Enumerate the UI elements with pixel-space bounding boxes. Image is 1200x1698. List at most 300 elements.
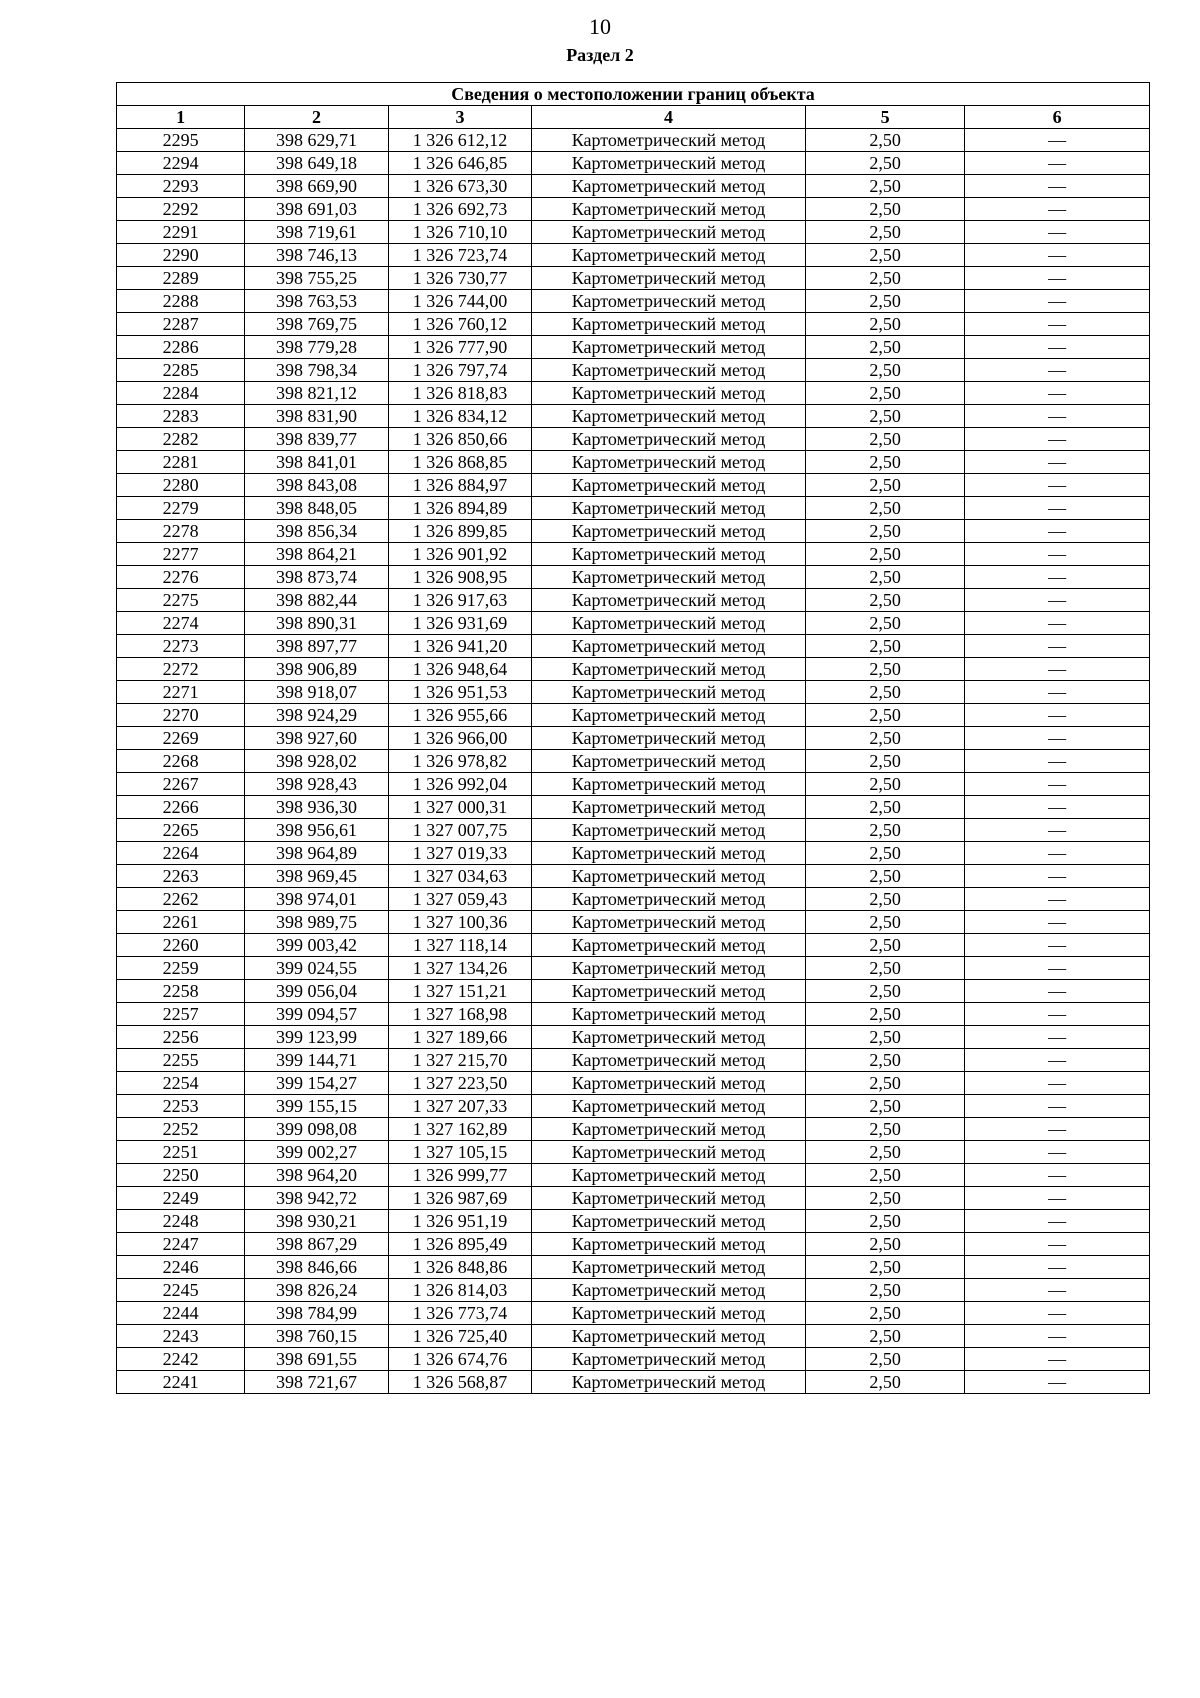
method-cell: Картометрический метод [532, 129, 806, 152]
boundary-coordinates-table [116, 82, 1150, 1394]
x-coordinate-cell: 398 964,20 [245, 1164, 388, 1187]
accuracy-cell: 2,50 [805, 842, 964, 865]
accuracy-cell: 2,50 [805, 865, 964, 888]
method-cell: Картометрический метод [532, 313, 806, 336]
description-cell: — [965, 428, 1150, 451]
x-coordinate-cell: 399 056,04 [245, 980, 388, 1003]
x-coordinate-cell: 398 719,61 [245, 221, 388, 244]
table-row [117, 1256, 1150, 1279]
point-number-cell: 2253 [117, 1095, 245, 1118]
accuracy-cell: 2,50 [805, 267, 964, 290]
method-cell: Картометрический метод [532, 681, 806, 704]
point-number-cell: 2242 [117, 1348, 245, 1371]
description-cell: — [965, 727, 1150, 750]
accuracy-cell: 2,50 [805, 1279, 964, 1302]
method-cell: Картометрический метод [532, 1233, 806, 1256]
y-coordinate-cell: 1 327 105,15 [388, 1141, 531, 1164]
method-cell: Картометрический метод [532, 1072, 806, 1095]
point-number-cell: 2279 [117, 497, 245, 520]
x-coordinate-cell: 398 974,01 [245, 888, 388, 911]
description-cell: — [965, 635, 1150, 658]
x-coordinate-cell: 399 098,08 [245, 1118, 388, 1141]
point-number-cell: 2260 [117, 934, 245, 957]
y-coordinate-cell: 1 326 917,63 [388, 589, 531, 612]
y-coordinate-cell: 1 326 931,69 [388, 612, 531, 635]
method-cell: Картометрический метод [532, 1003, 806, 1026]
y-coordinate-cell: 1 326 777,90 [388, 336, 531, 359]
accuracy-cell: 2,50 [805, 1141, 964, 1164]
x-coordinate-cell: 398 873,74 [245, 566, 388, 589]
method-cell: Картометрический метод [532, 911, 806, 934]
x-coordinate-cell: 398 928,43 [245, 773, 388, 796]
x-coordinate-cell: 399 094,57 [245, 1003, 388, 1026]
accuracy-cell: 2,50 [805, 1118, 964, 1141]
method-cell: Картометрический метод [532, 589, 806, 612]
description-cell: — [965, 221, 1150, 244]
x-coordinate-cell: 398 930,21 [245, 1210, 388, 1233]
table-row [117, 1141, 1150, 1164]
x-coordinate-cell: 399 155,15 [245, 1095, 388, 1118]
accuracy-cell: 2,50 [805, 612, 964, 635]
method-cell: Картометрический метод [532, 865, 806, 888]
table-row [117, 198, 1150, 221]
method-cell: Картометрический метод [532, 1049, 806, 1072]
table-row [117, 1072, 1150, 1095]
description-cell: — [965, 382, 1150, 405]
point-number-cell: 2289 [117, 267, 245, 290]
table-row [117, 1348, 1150, 1371]
description-cell: — [965, 1256, 1150, 1279]
table-row [117, 1210, 1150, 1233]
y-coordinate-cell: 1 327 134,26 [388, 957, 531, 980]
x-coordinate-cell: 398 936,30 [245, 796, 388, 819]
accuracy-cell: 2,50 [805, 1187, 964, 1210]
method-cell: Картометрический метод [532, 428, 806, 451]
point-number-cell: 2284 [117, 382, 245, 405]
point-number-cell: 2276 [117, 566, 245, 589]
method-cell: Картометрический метод [532, 566, 806, 589]
table-row [117, 267, 1150, 290]
table-row [117, 1371, 1150, 1394]
description-cell: — [965, 1095, 1150, 1118]
x-coordinate-cell: 398 831,90 [245, 405, 388, 428]
y-coordinate-cell: 1 326 884,97 [388, 474, 531, 497]
point-number-cell: 2247 [117, 1233, 245, 1256]
accuracy-cell: 2,50 [805, 152, 964, 175]
table-row [117, 1164, 1150, 1187]
description-cell: — [965, 1187, 1150, 1210]
point-number-cell: 2291 [117, 221, 245, 244]
y-coordinate-cell: 1 327 000,31 [388, 796, 531, 819]
method-cell: Картометрический метод [532, 175, 806, 198]
description-cell: — [965, 290, 1150, 313]
point-number-cell: 2273 [117, 635, 245, 658]
method-cell: Картометрический метод [532, 1325, 806, 1348]
point-number-cell: 2271 [117, 681, 245, 704]
y-coordinate-cell: 1 326 948,64 [388, 658, 531, 681]
point-number-cell: 2265 [117, 819, 245, 842]
method-cell: Картометрический метод [532, 359, 806, 382]
accuracy-cell: 2,50 [805, 382, 964, 405]
point-number-cell: 2248 [117, 1210, 245, 1233]
table-row [117, 842, 1150, 865]
y-coordinate-cell: 1 326 710,10 [388, 221, 531, 244]
method-cell: Картометрический метод [532, 405, 806, 428]
point-number-cell: 2241 [117, 1371, 245, 1394]
point-number-cell: 2274 [117, 612, 245, 635]
point-number-cell: 2259 [117, 957, 245, 980]
column-header: 3 [388, 106, 531, 129]
method-cell: Картометрический метод [532, 1026, 806, 1049]
table-row [117, 704, 1150, 727]
x-coordinate-cell: 398 649,18 [245, 152, 388, 175]
point-number-cell: 2255 [117, 1049, 245, 1072]
table-row [117, 129, 1150, 152]
point-number-cell: 2294 [117, 152, 245, 175]
y-coordinate-cell: 1 327 168,98 [388, 1003, 531, 1026]
accuracy-cell: 2,50 [805, 129, 964, 152]
table-row [117, 888, 1150, 911]
table-row [117, 382, 1150, 405]
point-number-cell: 2293 [117, 175, 245, 198]
description-cell: — [965, 175, 1150, 198]
description-cell: — [965, 1325, 1150, 1348]
accuracy-cell: 2,50 [805, 198, 964, 221]
method-cell: Картометрический метод [532, 727, 806, 750]
description-cell: — [965, 198, 1150, 221]
y-coordinate-cell: 1 326 692,73 [388, 198, 531, 221]
point-number-cell: 2292 [117, 198, 245, 221]
table-row [117, 497, 1150, 520]
point-number-cell: 2282 [117, 428, 245, 451]
accuracy-cell: 2,50 [805, 796, 964, 819]
y-coordinate-cell: 1 326 797,74 [388, 359, 531, 382]
description-cell: — [965, 1003, 1150, 1026]
x-coordinate-cell: 399 123,99 [245, 1026, 388, 1049]
table-row [117, 865, 1150, 888]
point-number-cell: 2256 [117, 1026, 245, 1049]
description-cell: — [965, 1210, 1150, 1233]
table-row [117, 612, 1150, 635]
description-cell: — [965, 313, 1150, 336]
description-cell: — [965, 704, 1150, 727]
description-cell: — [965, 566, 1150, 589]
y-coordinate-cell: 1 326 901,92 [388, 543, 531, 566]
description-cell: — [965, 750, 1150, 773]
method-cell: Картометрический метод [532, 1256, 806, 1279]
table-row [117, 819, 1150, 842]
x-coordinate-cell: 398 779,28 [245, 336, 388, 359]
table-row [117, 405, 1150, 428]
point-number-cell: 2263 [117, 865, 245, 888]
description-cell: — [965, 1118, 1150, 1141]
accuracy-cell: 2,50 [805, 1256, 964, 1279]
table-row [117, 681, 1150, 704]
description-cell: — [965, 773, 1150, 796]
description-cell: — [965, 1164, 1150, 1187]
x-coordinate-cell: 398 848,05 [245, 497, 388, 520]
table-row [117, 543, 1150, 566]
method-cell: Картометрический метод [532, 244, 806, 267]
x-coordinate-cell: 398 989,75 [245, 911, 388, 934]
description-cell: — [965, 658, 1150, 681]
accuracy-cell: 2,50 [805, 1210, 964, 1233]
y-coordinate-cell: 1 326 646,85 [388, 152, 531, 175]
description-cell: — [965, 244, 1150, 267]
y-coordinate-cell: 1 326 895,49 [388, 1233, 531, 1256]
table-row [117, 336, 1150, 359]
description-cell: — [965, 1348, 1150, 1371]
y-coordinate-cell: 1 326 814,03 [388, 1279, 531, 1302]
point-number-cell: 2288 [117, 290, 245, 313]
y-coordinate-cell: 1 326 894,89 [388, 497, 531, 520]
x-coordinate-cell: 399 002,27 [245, 1141, 388, 1164]
accuracy-cell: 2,50 [805, 1164, 964, 1187]
y-coordinate-cell: 1 326 941,20 [388, 635, 531, 658]
table-row [117, 1118, 1150, 1141]
table-row [117, 451, 1150, 474]
method-cell: Картометрический метод [532, 290, 806, 313]
x-coordinate-cell: 398 669,90 [245, 175, 388, 198]
y-coordinate-cell: 1 326 773,74 [388, 1302, 531, 1325]
column-header: 2 [245, 106, 388, 129]
accuracy-cell: 2,50 [805, 750, 964, 773]
accuracy-cell: 2,50 [805, 1049, 964, 1072]
table-row [117, 221, 1150, 244]
table-row [117, 980, 1150, 1003]
x-coordinate-cell: 398 843,08 [245, 474, 388, 497]
table-row [117, 727, 1150, 750]
table-row [117, 313, 1150, 336]
x-coordinate-cell: 398 691,55 [245, 1348, 388, 1371]
method-cell: Картометрический метод [532, 474, 806, 497]
method-cell: Картометрический метод [532, 520, 806, 543]
y-coordinate-cell: 1 326 674,76 [388, 1348, 531, 1371]
point-number-cell: 2243 [117, 1325, 245, 1348]
y-coordinate-cell: 1 326 612,12 [388, 129, 531, 152]
point-number-cell: 2275 [117, 589, 245, 612]
section-title: Раздел 2 [566, 45, 634, 65]
x-coordinate-cell: 399 144,71 [245, 1049, 388, 1072]
accuracy-cell: 2,50 [805, 474, 964, 497]
description-cell: — [965, 1141, 1150, 1164]
y-coordinate-cell: 1 326 978,82 [388, 750, 531, 773]
point-number-cell: 2252 [117, 1118, 245, 1141]
method-cell: Картометрический метод [532, 497, 806, 520]
page-number: 10 [589, 14, 611, 39]
method-cell: Картометрический метод [532, 451, 806, 474]
x-coordinate-cell: 398 763,53 [245, 290, 388, 313]
y-coordinate-cell: 1 326 868,85 [388, 451, 531, 474]
accuracy-cell: 2,50 [805, 1072, 964, 1095]
method-cell: Картометрический метод [532, 1164, 806, 1187]
accuracy-cell: 2,50 [805, 658, 964, 681]
method-cell: Картометрический метод [532, 635, 806, 658]
x-coordinate-cell: 398 760,15 [245, 1325, 388, 1348]
table-row [117, 1233, 1150, 1256]
table-body [117, 129, 1150, 1394]
method-cell: Картометрический метод [532, 819, 806, 842]
description-cell: — [965, 842, 1150, 865]
description-cell: — [965, 1371, 1150, 1394]
accuracy-cell: 2,50 [805, 681, 964, 704]
point-number-cell: 2266 [117, 796, 245, 819]
table-row [117, 635, 1150, 658]
method-cell: Картометрический метод [532, 1187, 806, 1210]
method-cell: Картометрический метод [532, 612, 806, 635]
table-row [117, 1049, 1150, 1072]
table-row [117, 1279, 1150, 1302]
accuracy-cell: 2,50 [805, 336, 964, 359]
method-cell: Картометрический метод [532, 336, 806, 359]
description-cell: — [965, 681, 1150, 704]
x-coordinate-cell: 398 691,03 [245, 198, 388, 221]
accuracy-cell: 2,50 [805, 451, 964, 474]
y-coordinate-cell: 1 326 992,04 [388, 773, 531, 796]
x-coordinate-cell: 399 003,42 [245, 934, 388, 957]
point-number-cell: 2267 [117, 773, 245, 796]
description-cell: — [965, 612, 1150, 635]
accuracy-cell: 2,50 [805, 934, 964, 957]
y-coordinate-cell: 1 327 019,33 [388, 842, 531, 865]
table-row [117, 934, 1150, 957]
y-coordinate-cell: 1 326 818,83 [388, 382, 531, 405]
y-coordinate-cell: 1 326 834,12 [388, 405, 531, 428]
point-number-cell: 2269 [117, 727, 245, 750]
x-coordinate-cell: 398 826,24 [245, 1279, 388, 1302]
method-cell: Картометрический метод [532, 658, 806, 681]
description-cell: — [965, 1302, 1150, 1325]
description-cell: — [965, 796, 1150, 819]
method-cell: Картометрический метод [532, 957, 806, 980]
description-cell: — [965, 957, 1150, 980]
point-number-cell: 2258 [117, 980, 245, 1003]
point-number-cell: 2272 [117, 658, 245, 681]
description-cell: — [965, 359, 1150, 382]
method-cell: Картометрический метод [532, 888, 806, 911]
table-row [117, 290, 1150, 313]
table-row [117, 1302, 1150, 1325]
point-number-cell: 2287 [117, 313, 245, 336]
description-cell: — [965, 1026, 1150, 1049]
x-coordinate-cell: 398 890,31 [245, 612, 388, 635]
x-coordinate-cell: 398 882,44 [245, 589, 388, 612]
x-coordinate-cell: 398 918,07 [245, 681, 388, 704]
point-number-cell: 2245 [117, 1279, 245, 1302]
y-coordinate-cell: 1 326 723,74 [388, 244, 531, 267]
accuracy-cell: 2,50 [805, 290, 964, 313]
table-row [117, 1095, 1150, 1118]
accuracy-cell: 2,50 [805, 520, 964, 543]
table-row [117, 359, 1150, 382]
accuracy-cell: 2,50 [805, 497, 964, 520]
table-row [117, 1003, 1150, 1026]
description-cell: — [965, 819, 1150, 842]
x-coordinate-cell: 399 024,55 [245, 957, 388, 980]
description-cell: — [965, 1279, 1150, 1302]
y-coordinate-cell: 1 326 725,40 [388, 1325, 531, 1348]
description-cell: — [965, 865, 1150, 888]
point-number-cell: 2262 [117, 888, 245, 911]
y-coordinate-cell: 1 326 730,77 [388, 267, 531, 290]
y-coordinate-cell: 1 326 760,12 [388, 313, 531, 336]
point-number-cell: 2246 [117, 1256, 245, 1279]
method-cell: Картометрический метод [532, 543, 806, 566]
point-number-cell: 2290 [117, 244, 245, 267]
x-coordinate-cell: 398 839,77 [245, 428, 388, 451]
y-coordinate-cell: 1 327 059,43 [388, 888, 531, 911]
accuracy-cell: 2,50 [805, 1371, 964, 1394]
method-cell: Картометрический метод [532, 1118, 806, 1141]
description-cell: — [965, 980, 1150, 1003]
y-coordinate-cell: 1 326 848,86 [388, 1256, 531, 1279]
table-row [117, 566, 1150, 589]
accuracy-cell: 2,50 [805, 566, 964, 589]
description-cell: — [965, 451, 1150, 474]
description-cell: — [965, 888, 1150, 911]
description-cell: — [965, 934, 1150, 957]
table-caption: Сведения о местоположении границ объекта [117, 83, 1150, 106]
table-row [117, 1187, 1150, 1210]
method-cell: Картометрический метод [532, 750, 806, 773]
y-coordinate-cell: 1 327 162,89 [388, 1118, 531, 1141]
y-coordinate-cell: 1 327 118,14 [388, 934, 531, 957]
x-coordinate-cell: 398 969,45 [245, 865, 388, 888]
point-number-cell: 2295 [117, 129, 245, 152]
y-coordinate-cell: 1 326 951,19 [388, 1210, 531, 1233]
y-coordinate-cell: 1 326 951,53 [388, 681, 531, 704]
column-header: 1 [117, 106, 245, 129]
method-cell: Картометрический метод [532, 1348, 806, 1371]
x-coordinate-cell: 398 798,34 [245, 359, 388, 382]
method-cell: Картометрический метод [532, 221, 806, 244]
method-cell: Картометрический метод [532, 1141, 806, 1164]
x-coordinate-cell: 398 927,60 [245, 727, 388, 750]
point-number-cell: 2278 [117, 520, 245, 543]
x-coordinate-cell: 398 864,21 [245, 543, 388, 566]
y-coordinate-cell: 1 326 568,87 [388, 1371, 531, 1394]
y-coordinate-cell: 1 327 007,75 [388, 819, 531, 842]
point-number-cell: 2283 [117, 405, 245, 428]
accuracy-cell: 2,50 [805, 819, 964, 842]
table-row [117, 244, 1150, 267]
description-cell: — [965, 152, 1150, 175]
description-cell: — [965, 497, 1150, 520]
y-coordinate-cell: 1 327 100,36 [388, 911, 531, 934]
table-row [117, 589, 1150, 612]
column-header: 6 [965, 106, 1150, 129]
method-cell: Картометрический метод [532, 198, 806, 221]
y-coordinate-cell: 1 326 673,30 [388, 175, 531, 198]
accuracy-cell: 2,50 [805, 727, 964, 750]
table-row [117, 520, 1150, 543]
method-cell: Картометрический метод [532, 796, 806, 819]
point-number-cell: 2270 [117, 704, 245, 727]
x-coordinate-cell: 398 942,72 [245, 1187, 388, 1210]
table-row [117, 658, 1150, 681]
x-coordinate-cell: 398 721,67 [245, 1371, 388, 1394]
point-number-cell: 2281 [117, 451, 245, 474]
point-number-cell: 2250 [117, 1164, 245, 1187]
accuracy-cell: 2,50 [805, 704, 964, 727]
y-coordinate-cell: 1 327 034,63 [388, 865, 531, 888]
y-coordinate-cell: 1 326 744,00 [388, 290, 531, 313]
accuracy-cell: 2,50 [805, 428, 964, 451]
accuracy-cell: 2,50 [805, 359, 964, 382]
method-cell: Картометрический метод [532, 382, 806, 405]
accuracy-cell: 2,50 [805, 1302, 964, 1325]
description-cell: — [965, 1049, 1150, 1072]
